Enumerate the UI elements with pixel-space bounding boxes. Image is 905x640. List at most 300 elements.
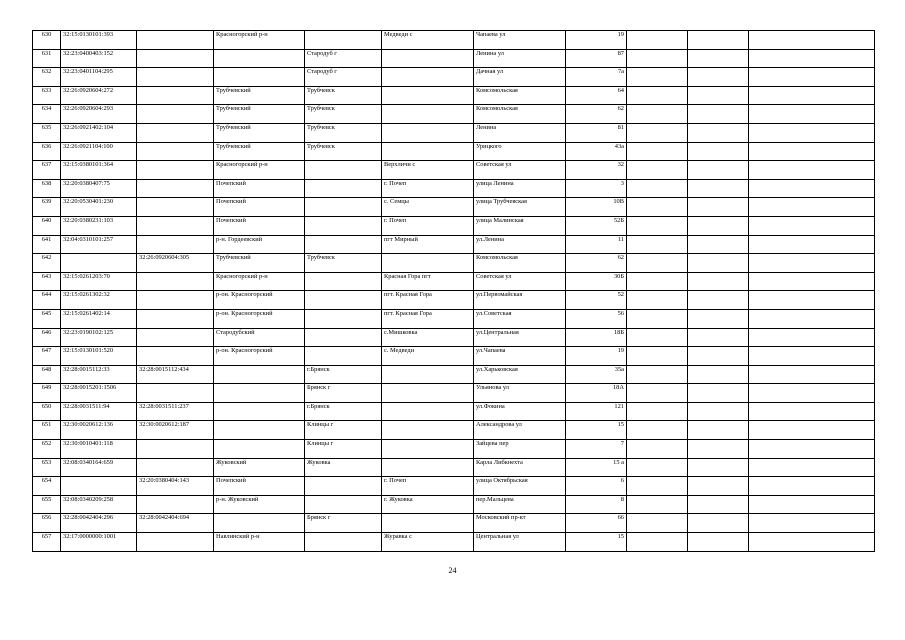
house-number: 56	[566, 309, 627, 328]
settlement-cell	[382, 514, 474, 533]
table-row	[33, 68, 875, 87]
cadastral-number-alt	[137, 309, 214, 328]
house-number: 32	[566, 161, 627, 180]
house-number: 62	[566, 105, 627, 124]
street-cell: улица Малинская	[474, 216, 566, 235]
cadastral-number-alt	[137, 347, 214, 366]
registry-table	[32, 30, 875, 552]
street-cell: ул.Советская	[474, 309, 566, 328]
settlement-cell	[382, 68, 474, 87]
empty-cell	[688, 328, 749, 347]
settlement-cell	[382, 365, 474, 384]
street-cell: Ленина	[474, 123, 566, 142]
street-cell: Комсомольская	[474, 86, 566, 105]
cadastral-number: 32:08:0340164:659	[61, 458, 137, 477]
empty-cell	[627, 68, 688, 87]
empty-cell	[688, 533, 749, 552]
empty-cell	[688, 402, 749, 421]
row-number: 632	[33, 68, 61, 87]
table-row	[33, 458, 875, 477]
cadastral-number-alt	[137, 235, 214, 254]
street-cell: Дачная ул	[474, 68, 566, 87]
empty-cell	[688, 440, 749, 459]
district-cell: Трубчевский	[214, 142, 305, 161]
street-cell: Урицкого	[474, 142, 566, 161]
street-cell: Карла Либкнехта	[474, 458, 566, 477]
empty-cell	[627, 384, 688, 403]
district-cell: р-он. Красногорский	[214, 347, 305, 366]
city-cell: г.Брянск	[305, 365, 382, 384]
house-number: 121	[566, 402, 627, 421]
city-cell: Брянск г	[305, 514, 382, 533]
house-number: 15	[566, 533, 627, 552]
empty-cell	[627, 254, 688, 273]
settlement-cell: пгт. Красная Гора	[382, 291, 474, 310]
empty-cell	[749, 123, 875, 142]
empty-cell	[688, 495, 749, 514]
district-cell: Почепский	[214, 179, 305, 198]
settlement-cell	[382, 384, 474, 403]
table-row	[33, 365, 875, 384]
house-number: 64	[566, 86, 627, 105]
cadastral-number: 32:26:0921402:104	[61, 123, 137, 142]
row-number: 641	[33, 235, 61, 254]
city-cell: Стародуб г	[305, 49, 382, 68]
table-row	[33, 309, 875, 328]
empty-cell	[688, 216, 749, 235]
empty-cell	[749, 142, 875, 161]
table-row	[33, 161, 875, 180]
house-number: 81	[566, 123, 627, 142]
street-cell: ул.Чапаева	[474, 347, 566, 366]
empty-cell	[688, 179, 749, 198]
cadastral-number-alt	[137, 291, 214, 310]
empty-cell	[688, 86, 749, 105]
row-number: 654	[33, 477, 61, 496]
empty-cell	[688, 105, 749, 124]
empty-cell	[749, 49, 875, 68]
street-cell: улица Ленина	[474, 179, 566, 198]
cadastral-number-alt	[137, 31, 214, 50]
row-number: 638	[33, 179, 61, 198]
table-row	[33, 328, 875, 347]
empty-cell	[749, 347, 875, 366]
settlement-cell: Верхличи с	[382, 161, 474, 180]
cadastral-number-alt: 32:28:0031511:237	[137, 402, 214, 421]
city-cell: Клинцы г	[305, 421, 382, 440]
empty-cell	[688, 254, 749, 273]
registry-body	[33, 31, 875, 552]
city-cell: Трубчевск	[305, 86, 382, 105]
empty-cell	[627, 31, 688, 50]
empty-cell	[749, 495, 875, 514]
city-cell	[305, 216, 382, 235]
table-row	[33, 216, 875, 235]
city-cell	[305, 179, 382, 198]
empty-cell	[749, 421, 875, 440]
settlement-cell	[382, 105, 474, 124]
street-cell: Зайцева пер	[474, 440, 566, 459]
page-number: 24	[448, 566, 457, 575]
cadastral-number-alt	[137, 272, 214, 291]
street-cell: Советская ул	[474, 272, 566, 291]
cadastral-number: 32:15:0380101:364	[61, 161, 137, 180]
settlement-cell	[382, 86, 474, 105]
district-cell: Красногорский р-н	[214, 272, 305, 291]
row-number: 650	[33, 402, 61, 421]
house-number: 8	[566, 495, 627, 514]
district-cell: Стародубский	[214, 328, 305, 347]
district-cell	[214, 365, 305, 384]
empty-cell	[688, 421, 749, 440]
house-number: 15 а	[566, 458, 627, 477]
empty-cell	[749, 458, 875, 477]
empty-cell	[749, 440, 875, 459]
cadastral-number-alt: 32:28:0042404:694	[137, 514, 214, 533]
cadastral-number-alt: 32:30:0020612:187	[137, 421, 214, 440]
street-cell: Комсомольская	[474, 254, 566, 273]
row-number: 647	[33, 347, 61, 366]
city-cell: Брянск г	[305, 384, 382, 403]
row-number: 656	[33, 514, 61, 533]
cadastral-number: 32:26:0921104:100	[61, 142, 137, 161]
cadastral-number	[61, 477, 137, 496]
cadastral-number-alt	[137, 86, 214, 105]
empty-cell	[749, 179, 875, 198]
house-number: 66	[566, 514, 627, 533]
cadastral-number-alt	[137, 458, 214, 477]
district-cell	[214, 49, 305, 68]
empty-cell	[749, 477, 875, 496]
table-row	[33, 384, 875, 403]
empty-cell	[627, 402, 688, 421]
city-cell	[305, 161, 382, 180]
empty-cell	[627, 123, 688, 142]
street-cell: Центральная ул	[474, 533, 566, 552]
empty-cell	[627, 347, 688, 366]
empty-cell	[749, 533, 875, 552]
district-cell: Красногорский р-н	[214, 31, 305, 50]
cadastral-number: 32:15:0130101:393	[61, 31, 137, 50]
house-number: 19	[566, 347, 627, 366]
house-number: 52Б	[566, 216, 627, 235]
row-number: 634	[33, 105, 61, 124]
cadastral-number-alt	[137, 49, 214, 68]
empty-cell	[749, 365, 875, 384]
cadastral-number: 32:15:0130101:520	[61, 347, 137, 366]
empty-cell	[627, 309, 688, 328]
cadastral-number-alt: 32:20:0380404:143	[137, 477, 214, 496]
empty-cell	[688, 347, 749, 366]
house-number: 7	[566, 440, 627, 459]
empty-cell	[627, 49, 688, 68]
cadastral-number-alt	[137, 495, 214, 514]
table-row	[33, 514, 875, 533]
empty-cell	[688, 142, 749, 161]
street-cell: ул.Первомайская	[474, 291, 566, 310]
cadastral-number-alt	[137, 142, 214, 161]
table-row	[33, 291, 875, 310]
settlement-cell: с. Семцы	[382, 198, 474, 217]
cadastral-number-alt	[137, 198, 214, 217]
table-row	[33, 495, 875, 514]
street-cell: ул.Центральная	[474, 328, 566, 347]
empty-cell	[749, 328, 875, 347]
empty-cell	[627, 235, 688, 254]
street-cell: Александрова ул	[474, 421, 566, 440]
district-cell: Жуковский	[214, 458, 305, 477]
cadastral-number-alt	[137, 105, 214, 124]
empty-cell	[627, 365, 688, 384]
table-row	[33, 31, 875, 50]
table-row	[33, 142, 875, 161]
house-number: 7а	[566, 68, 627, 87]
cadastral-number: 32:30:0010401:118	[61, 440, 137, 459]
cadastral-number-alt	[137, 179, 214, 198]
empty-cell	[749, 86, 875, 105]
cadastral-number: 32:28:0042404:296	[61, 514, 137, 533]
city-cell	[305, 347, 382, 366]
settlement-cell: пгт. Красная Гора	[382, 309, 474, 328]
street-cell: пер.Мальцева	[474, 495, 566, 514]
empty-cell	[627, 421, 688, 440]
cadastral-number: 32:28:0015112:33	[61, 365, 137, 384]
empty-cell	[749, 161, 875, 180]
cadastral-number: 32:20:0380231:103	[61, 216, 137, 235]
empty-cell	[627, 86, 688, 105]
table-row	[33, 402, 875, 421]
empty-cell	[627, 142, 688, 161]
empty-cell	[749, 514, 875, 533]
house-number: 6	[566, 477, 627, 496]
cadastral-number: 32:15:0261203:70	[61, 272, 137, 291]
empty-cell	[688, 458, 749, 477]
settlement-cell	[382, 421, 474, 440]
district-cell: Почепский	[214, 216, 305, 235]
empty-cell	[688, 514, 749, 533]
table-row	[33, 272, 875, 291]
table-row	[33, 198, 875, 217]
empty-cell	[749, 309, 875, 328]
house-number: 87	[566, 49, 627, 68]
empty-cell	[688, 235, 749, 254]
cadastral-number-alt	[137, 440, 214, 459]
cadastral-number-alt	[137, 68, 214, 87]
city-cell: г.Брянск	[305, 402, 382, 421]
empty-cell	[688, 68, 749, 87]
district-cell: р-н. Жуковский	[214, 495, 305, 514]
row-number: 649	[33, 384, 61, 403]
row-number: 630	[33, 31, 61, 50]
city-cell	[305, 291, 382, 310]
table-row	[33, 440, 875, 459]
cadastral-number: 32:04:0310101:257	[61, 235, 137, 254]
city-cell	[305, 31, 382, 50]
empty-cell	[749, 105, 875, 124]
cadastral-number: 32:23:0400403:152	[61, 49, 137, 68]
table-row	[33, 254, 875, 273]
row-number: 639	[33, 198, 61, 217]
house-number: 3	[566, 179, 627, 198]
cadastral-number: 32:20:0530401:230	[61, 198, 137, 217]
city-cell: Стародуб г	[305, 68, 382, 87]
cadastral-number: 32:30:0020612:136	[61, 421, 137, 440]
settlement-cell	[382, 458, 474, 477]
house-number: 18Б	[566, 328, 627, 347]
district-cell: Почепский	[214, 477, 305, 496]
city-cell	[305, 235, 382, 254]
city-cell: Трубчевск	[305, 123, 382, 142]
row-number: 645	[33, 309, 61, 328]
street-cell: Ульянова ул	[474, 384, 566, 403]
empty-cell	[627, 161, 688, 180]
row-number: 642	[33, 254, 61, 273]
city-cell	[305, 309, 382, 328]
cadastral-number-alt	[137, 216, 214, 235]
settlement-cell	[382, 440, 474, 459]
settlement-cell	[382, 254, 474, 273]
empty-cell	[627, 105, 688, 124]
district-cell: р-он. Красногорский	[214, 309, 305, 328]
city-cell: Клинцы г	[305, 440, 382, 459]
district-cell: р-н. Гордеевский	[214, 235, 305, 254]
house-number: 10В	[566, 198, 627, 217]
table-row	[33, 86, 875, 105]
district-cell	[214, 402, 305, 421]
district-cell: Трубчевский	[214, 123, 305, 142]
house-number: 15	[566, 421, 627, 440]
row-number: 655	[33, 495, 61, 514]
house-number: 19	[566, 31, 627, 50]
row-number: 648	[33, 365, 61, 384]
city-cell: Трубчевск	[305, 142, 382, 161]
city-cell	[305, 328, 382, 347]
empty-cell	[627, 477, 688, 496]
empty-cell	[749, 272, 875, 291]
empty-cell	[688, 272, 749, 291]
district-cell: Трубчевский	[214, 254, 305, 273]
empty-cell	[749, 31, 875, 50]
row-number: 657	[33, 533, 61, 552]
settlement-cell: пгт Мирный	[382, 235, 474, 254]
empty-cell	[749, 235, 875, 254]
cadastral-number: 32:23:0401104:295	[61, 68, 137, 87]
cadastral-number-alt	[137, 123, 214, 142]
row-number: 651	[33, 421, 61, 440]
settlement-cell: Журавка с	[382, 533, 474, 552]
empty-cell	[688, 384, 749, 403]
row-number: 640	[33, 216, 61, 235]
street-cell: ул.Харьковская	[474, 365, 566, 384]
street-cell: улица Октябрьская	[474, 477, 566, 496]
district-cell: Трубчевский	[214, 105, 305, 124]
settlement-cell: Красная Гора пгт	[382, 272, 474, 291]
district-cell: Почепский	[214, 198, 305, 217]
cadastral-number: 32:20:0380407:75	[61, 179, 137, 198]
settlement-cell	[382, 123, 474, 142]
street-cell: Ленина ул	[474, 49, 566, 68]
settlement-cell: г. Почеп	[382, 179, 474, 198]
empty-cell	[627, 495, 688, 514]
house-number: 52	[566, 291, 627, 310]
settlement-cell: г. Почеп	[382, 216, 474, 235]
house-number: 43а	[566, 142, 627, 161]
cadastral-number: 32:28:0031511:94	[61, 402, 137, 421]
empty-cell	[688, 161, 749, 180]
table-row	[33, 533, 875, 552]
house-number: 30Б	[566, 272, 627, 291]
table-row	[33, 179, 875, 198]
city-cell	[305, 495, 382, 514]
district-cell	[214, 421, 305, 440]
empty-cell	[688, 123, 749, 142]
cadastral-number: 32:23:0190102:125	[61, 328, 137, 347]
row-number: 652	[33, 440, 61, 459]
city-cell: Жуковка	[305, 458, 382, 477]
district-cell: Навлинский р-н	[214, 533, 305, 552]
district-cell	[214, 384, 305, 403]
house-number: 18А	[566, 384, 627, 403]
empty-cell	[749, 68, 875, 87]
street-cell: ул.Фокина	[474, 402, 566, 421]
cadastral-number-alt: 32:26:0920604:305	[137, 254, 214, 273]
row-number: 643	[33, 272, 61, 291]
district-cell	[214, 440, 305, 459]
table-row	[33, 347, 875, 366]
empty-cell	[749, 198, 875, 217]
cadastral-number: 32:08:0340209:258	[61, 495, 137, 514]
empty-cell	[627, 179, 688, 198]
cadastral-number-alt	[137, 161, 214, 180]
street-cell: улица Трубчевская	[474, 198, 566, 217]
table-row	[33, 421, 875, 440]
row-number: 637	[33, 161, 61, 180]
cadastral-number: 32:17:0000000:1001	[61, 533, 137, 552]
row-number: 633	[33, 86, 61, 105]
empty-cell	[688, 477, 749, 496]
empty-cell	[749, 402, 875, 421]
city-cell	[305, 477, 382, 496]
empty-cell	[627, 198, 688, 217]
empty-cell	[627, 291, 688, 310]
table-row	[33, 49, 875, 68]
empty-cell	[627, 440, 688, 459]
city-cell	[305, 198, 382, 217]
row-number: 653	[33, 458, 61, 477]
empty-cell	[627, 458, 688, 477]
house-number: 62	[566, 254, 627, 273]
settlement-cell: г. Почеп	[382, 477, 474, 496]
table-row	[33, 105, 875, 124]
empty-cell	[627, 272, 688, 291]
cadastral-number-alt	[137, 533, 214, 552]
district-cell: Трубчевский	[214, 86, 305, 105]
empty-cell	[688, 365, 749, 384]
district-cell	[214, 68, 305, 87]
settlement-cell: с.Мишковка	[382, 328, 474, 347]
row-number: 646	[33, 328, 61, 347]
empty-cell	[688, 49, 749, 68]
row-number: 644	[33, 291, 61, 310]
settlement-cell	[382, 49, 474, 68]
cadastral-number: 32:28:0015201:1506	[61, 384, 137, 403]
table-row	[33, 123, 875, 142]
cadastral-number-alt	[137, 384, 214, 403]
empty-cell	[749, 384, 875, 403]
cadastral-number: 32:26:0920604:293	[61, 105, 137, 124]
cadastral-number	[61, 254, 137, 273]
empty-cell	[688, 291, 749, 310]
